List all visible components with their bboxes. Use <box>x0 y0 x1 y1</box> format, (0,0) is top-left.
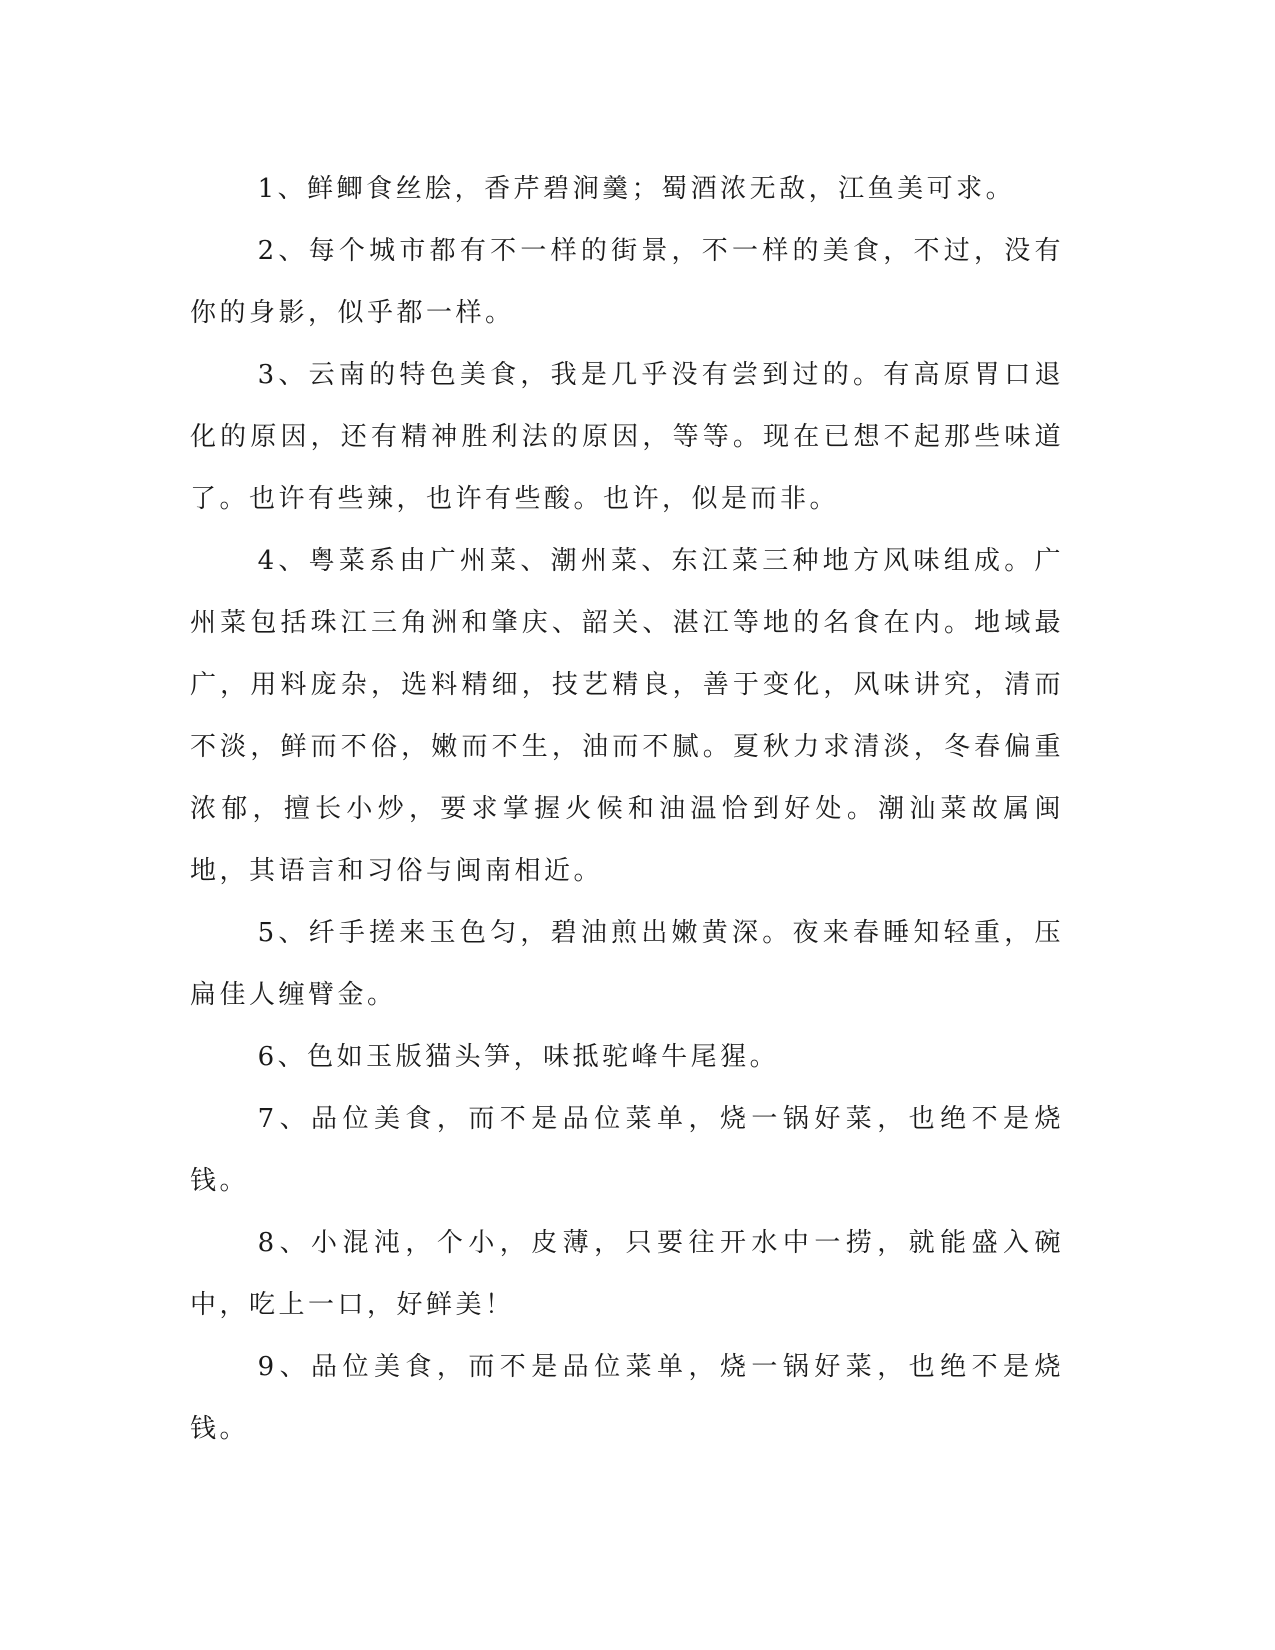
document-body <box>190 158 1064 1460</box>
paragraph-4: 4、粤菜系由广州菜、潮州菜、东江菜三种地方风味组成。广州菜包括珠江三角洲和肇庆、韶关、湛江等地的名食在内。地域最广，用料庞杂，选料精细，技艺精良，善于变化，风味讲究，清而不淡，鲜而不俗，嫩而不生，油而不腻。夏秋力求清淡，冬春偏重浓郁，擅长小炒，要求掌握火候和油温恰到好处。潮汕菜故属闽地，其语言和习俗与闽南相近。 <box>190 546 1064 886</box>
paragraph-5: 5、纤手搓来玉色匀，碧油煎出嫩黄深。夜来春睡知轻重，压扁佳人缠臂金。 <box>190 918 1064 1010</box>
paragraph-7: 7、品位美食，而不是品位菜单，烧一锅好菜，也绝不是烧钱。 <box>190 1104 1064 1196</box>
paragraph-3: 3、云南的特色美食，我是几乎没有尝到过的。有高原胃口退化的原因，还有精神胜利法的原因，等等。现在已想不起那些味道了。也许有些辣，也许有些酸。也许，似是而非。 <box>190 360 1064 514</box>
paragraph-2: 2、每个城市都有不一样的街景，不一样的美食，不过，没有你的身影，似乎都一样。 <box>190 236 1064 328</box>
paragraph-9: 9、品位美食，而不是品位菜单，烧一锅好菜，也绝不是烧钱。 <box>190 1352 1064 1444</box>
paragraph-1: 1、鲜鲫食丝脍，香芹碧涧羹；蜀酒浓无敌，江鱼美可求。 <box>257 174 1016 204</box>
paragraph-6: 6、色如玉版猫头笋，味抵驼峰牛尾猩。 <box>257 1042 780 1072</box>
paragraph-8: 8、小混沌，个小，皮薄，只要往开水中一捞，就能盛入碗中，吃上一口，好鲜美！ <box>190 1228 1064 1320</box>
